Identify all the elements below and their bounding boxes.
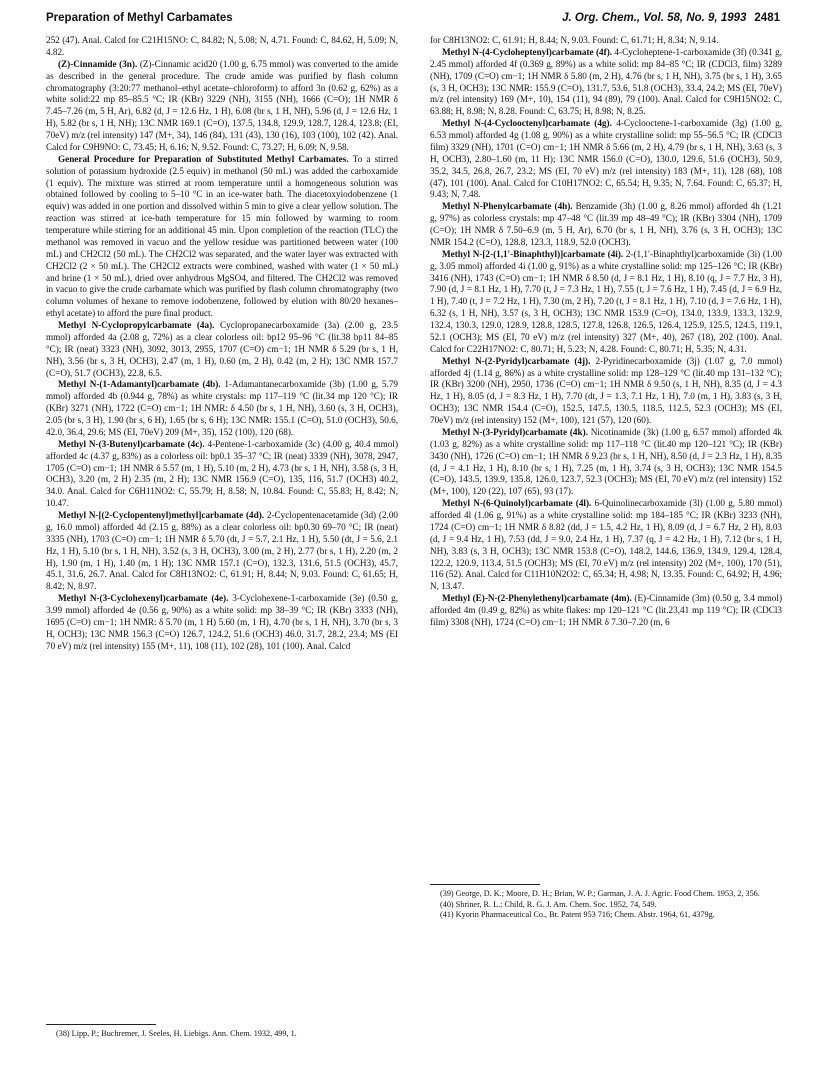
compound-entry bbox=[430, 356, 782, 427]
entry-text: Nicotinamide (3k) (1.00 g, 6.57 mmol) afforded 4k (1.03 g, 82%) as a white crystalline solid: mp 117–118 °C (lit.40 mp 120–121 °C); IR (KBr) 3430 (NH), 1726 (C=O) cm−1; 1H NMR δ 9.23 (br s, 1 H, NH), 8.50 (d, J = 2.3 Hz, 1 H), 8.35 (d, J = 4.1 Hz, 1 H), 8.10 (br s, 1 H), 7.25 (m, 1 H), 3.74 (s, 3 H, OCH3); 13C NMR 154.5 (C=O), 143.5, 139.9, 135.8, 126.0, 123.7, 52.3 (OCH3); MS (EI, 70 eV) m/z (rel intensity) 152 (M+, 100), 120 (22), 107 (65), 93 (17). bbox=[430, 426, 782, 497]
compound-title: Methyl N-Phenylcarbamate (4h). bbox=[442, 201, 573, 212]
footnotes-right bbox=[430, 889, 782, 921]
compound-entry bbox=[46, 320, 398, 379]
compound-entry bbox=[430, 498, 782, 593]
entry-text: 3-Cyclohexene-1-carboxamide (3e) (0.50 g, 3.99 mmol) afforded 4e (0.56 g, 90%) as a white solid: mp 38–39 °C; IR (KBr) 3333 (NH), 1695 (C=O) cm−1; 1H NMR: δ 5.70 (m, 1 H) 5.60 (m, 1 H), 4.70 (br s, 1 H, NH), 3.70 (br s, 3 H, OCH3); 13C NMR 156.3 (C=O) 126.7, 124.2, 51.6 (OCH3) 46.0, 31.7, 28.2, 23.4; MS (EI 70 eV) m/z (rel intensity) 155 (M+, 11), 108 (11), 102 (28), 101 (100). Anal. Calcd bbox=[46, 593, 398, 651]
entry-text: 6-Quinolinecarboxamide (3l) (1.00 g, 5.80 mmol) afforded 4l (1.06 g, 91%) as a white crystalline solid: mp 184–185 °C; IR (KBr) 3233 (NH), 1724 (C=O) cm−1; 1H NMR δ 8.82 (dd, J = 1.5, 4.2 Hz, 1 H), 8.09 (d, J = 6.7 Hz, 2 H), 8.03 (d, J = 9.4 Hz, 1 H), 7.53 (dd, J = 9.0, 2.4 Hz, 1 H), 7.37 (q, J = 4.2 Hz, 1 H), 7.12 (br s, 1 H, NH), 3.83 (s, 3 H, OCH3); 13C NMR 153.8 (C=O), 148.2, 144.6, 136.9, 134.9, 129.4, 128.4, 122.2, 120.9, 113.4, 51.5 (OCH3); MS (EI, 70 eV) m/z (rel intensity) 202 (M+, 100), 170 (51), 116 (52). Anal. Calcd for C11H10N2O2: C, 65.34; H, 4.98; N, 13.35. Found: C, 64.92; H, 4.96; N, 13.47. bbox=[430, 498, 782, 592]
footnote: (39) George, D. K.; Moore, D. H.; Brian, W. P.; Garman, J. A. J. Agric. Food Chem. 1953, 2, 356. bbox=[440, 889, 760, 898]
compound-title: (Z)-Cinnamide (3n). bbox=[58, 58, 138, 69]
footnote: (41) Kyorin Pharmaceutical Co., Br. Patent 953 716; Chem. Abstr. 1964, 61, 4379g. bbox=[440, 910, 715, 920]
continued-paragraph bbox=[430, 35, 782, 47]
compound-entry bbox=[46, 439, 398, 510]
compound-entry bbox=[46, 510, 398, 593]
entry-text: 4-Cycloheptene-1-carboxamide (3f) (0.341 g, 2.45 mmol) afforded 4f (0.369 g, 89%) as a white solid: mp 84–85 °C; IR (CDCl3, film) 3289 (NH), 1709 (C=O) cm−1; 1H NMR δ 5.80 (m, 2 H), 4.76 (br s, 1 H, NH), 3.75 (br s, 1 H), 3.65 (s, 3 H, OCH3); 13C NMR: 155.9 (C=O), 131.7, 53.6, 51.8 (OCH3), 33.4, 24.2; MS (EI, 70eV) m/z (rel intensity) 169 (M+, 10), 154 (11), 94 (89), 79 (100). Anal. Calcd for C9H15NO2: C, 63.88; H, 8.98; N, 8.28. Found: C, 63.75; H, 8.98; N, 8.25. bbox=[430, 46, 783, 117]
compound-title: Methyl N-(3-Butenyl)carbamate (4c). bbox=[58, 438, 205, 449]
compound-title: General Procedure for Preparation of Substituted Methyl Carbamates. bbox=[58, 153, 349, 164]
entry-text: 4-Cyclooctene-1-carboxamide (3g) (1.00 g, 6.53 mmol) afforded 4g (1.08 g, 90%) as a white crystalline solid: mp 55–56.5 °C; IR (CDCl3 film) 3329 (NH), 1701 (C=O) cm−1; 1H NMR δ 5.66 (m, 2 H), 4.79 (br s, 1 H, NH), 3.63 (s, 3 H, OCH3), 2.80–1.60 (m, 11 H); 13C NMR 156.0 (C=O), 130.0, 129.6, 51.6 (OCH3), 50.9, 35.2, 34.5, 26.8, 26.7, 23.2; MS (EI, 70 eV) m/z (rel intensity) 183 (M+, 11), 128 (68), 108 (47), 101 (100). Anal. Calcd for C10H17NO2: C, 65.54; H, 9.35; N, 7.64. Found: C, 65.37; H, 9.43; N, 7.48. bbox=[430, 118, 782, 200]
compound-title: Methyl N-(2-Pyridyl)carbamate (4j). bbox=[442, 355, 591, 366]
footnotes-left bbox=[46, 1029, 398, 1040]
journal-citation bbox=[562, 12, 780, 24]
compound-entry bbox=[46, 379, 398, 438]
paragraph-text: for C8H13NO2: C, 61.91; H, 8.44; N, 9.03. Found: C, 61.71; H, 8.34; N, 9.14. bbox=[430, 35, 719, 45]
entry-text: 4-Pentene-1-carboxamide (3c) (4.00 g, 40.4 mmol) afforded 4c (4.37 g, 83%) as a colorless oil: bp0.1 35–37 °C; IR (neat) 3339 (NH), 3078, 2947, 1705 (C=O) cm−1; 1H NMR δ 5.57 (m, 1 H), 5.10 (m, 2 H), 4.73 (br s, 1 H, NH), 3.58 (s, 3 H, OCH3), 3.20 (m, 2 H) 2.35 (m, 2 H); 13C NMR 156.9 (C=O), 135, 116, 51.7 (OCH3) 40.2, 34.0. Anal. Calcd for C6H11NO2: C, 55.79; H, 8.58; N, 10.84. Found: C, 55.83; H, 8.42; N, 10.47. bbox=[46, 438, 398, 509]
left-column bbox=[46, 35, 398, 1020]
compound-title: Methyl N-(3-Cyclohexenyl)carbamate (4e). bbox=[58, 593, 229, 604]
compound-title: Methyl N-[(2-Cyclopentenyl)methyl]carbamate (4d). bbox=[58, 510, 265, 520]
compound-title: Methyl N-(3-Pyridyl)carbamate (4k). bbox=[442, 426, 588, 437]
paragraph-text: 252 (47). Anal. Calcd for C21H15NO: C, 84.82; N, 5.08; N, 4.71. Found: C, 84.62, H, 5.09; N, 4.82. bbox=[46, 35, 398, 57]
continued-paragraph bbox=[46, 35, 398, 59]
compound-entry bbox=[430, 593, 782, 629]
compound-title: Methyl N-Cyclopropylcarbamate (4a). bbox=[58, 320, 215, 330]
entry-text: Cyclopropanecarboxamide (3a) (2.00 g, 23.5 mmol) afforded 4a (2.08 g, 72%) as a clear colorless oil: bp12 95–96 °C (lit.38 bp11 84–85 °C); IR (neat) 3323 (NH), 3092, 3013, 2955, 1707 (C=O) cm−1; 1H NMR δ 5.29 (br s, 1 H, NH), 3.56 (br s, 3 H, OCH3), 2.47 (m, 1 H), 0.60 (m, 2 H), 0.42 (m, 2 H); 13C NMR 157.7 (C=O), 51.7 (OCH3), 22.8, 6.5. bbox=[46, 320, 398, 378]
compound-title: Methyl N-(4-Cycloheptenyl)carbamate (4f). bbox=[442, 46, 613, 57]
entry-text: 1-Adamantanecarboxamide (3b) (1.00 g, 5.79 mmol) afforded 4b (0.944 g, 78%) as white crystals: mp 117–119 °C (lit.34 mp 120 °C); IR (KBr) 3271 (NH), 1722 (C=O) cm−1; 1H NMR: δ 4.50 (br s, 1 H, NH), 3.60 (s, 3 H, OCH3), 2.05 (br s, 3 H), 1.90 (br s, 6 H), 1.65 (br s, 6 H); 13C NMR: 155.1 (C=O), 51.0 (OCH3), 50.6, 42.0, 36.4, 29.6; MS (EI, 70eV) 209 (M+, 35), 152 (100), 120 (68). bbox=[46, 379, 398, 437]
footnote: (40) Shriner, R. L.; Child, R. G. J. Am. Chem. Soc. 1952, 74, 549. bbox=[440, 899, 657, 909]
compound-entry bbox=[430, 47, 782, 118]
running-title: Preparation of Methyl Carbamates bbox=[46, 12, 233, 24]
compound-title: Methyl N-[2-(1,1′-Binaphthyl)]carbamate (4i). bbox=[442, 248, 624, 259]
footnote-rule-right bbox=[430, 884, 540, 885]
running-header bbox=[46, 10, 780, 28]
page-number: 2481 bbox=[754, 12, 780, 24]
journal-name: J. Org. Chem., Vol. 58, No. 9, 1993 bbox=[562, 12, 747, 24]
right-column bbox=[430, 35, 782, 875]
footnote: (38) Lipp, P.; Buchremer, J. Seeles, H. Liebigs. Ann. Chem. 1932, 499, 1. bbox=[56, 1029, 297, 1038]
compound-entry bbox=[46, 59, 398, 154]
compound-title: Methyl N-(4-Cyclooctenyl)carbamate (4g). bbox=[442, 118, 612, 129]
compound-title: Methyl N-(6-Quinolyl)carbamate (4l). bbox=[442, 498, 592, 509]
compound-entry bbox=[430, 249, 782, 356]
entry-text: (Z)-Cinnamic acid20 (1.00 g, 6.75 mmol) was converted to the amide as described in the general procedure. The crude amide was purified by flash column chromatography (3:20:77 methanol–ethyl acetate–chloroform) to afford 3n (0.62 g, 62%) as a white solid:22 mp 85–85.5 °C; IR (KBr) 3229 (NH), 3155 (NH), 1666 (C=O); 1H NMR δ 7.45–7.26 (m, 5 H, Ar), 6.82 (d, J = 12.6 Hz, 1 H), 6.08 (br s, 1 H, NH), 5.96 (d, J = 12.6 Hz, 1 H), 5.82 (br s, 1 H, NH); 13C NMR 169.1 (C=O), 137.5, 134.8, 129.9, 128.7, 128.4, 123.8; (EI, 70eV) m/z (rel intensity) 147 (M+, 34), 146 (84), 131 (43), 130 (16), 103 (100), 102 (42). Anal. Calcd for C9H9NO: C, 73.45; H, 6.16; N, 9.52. Found: C, 73.27; H, 6.09; N, 9.58. bbox=[46, 58, 399, 152]
compound-entry bbox=[46, 154, 398, 320]
compound-entry bbox=[46, 593, 398, 652]
entry-text: Benzamide (3h) (1.00 g, 8.26 mmol) afforded 4h (1.21 g, 97%) as colorless crystals: mp 47–48 °C (lit.39 mp 48–49 °C); IR (KBr) 3304 (NH), 1709 (C=O); 1H NMR δ 7.50–6.9 (m, 5 H, Ar), 6.70 (br s, 1 H, NH), 3.76 (s, 3 H, OCH3); 13C NMR 154.2 (C=O), 128.8, 123.3, 118.9, 52.0 (OCH3). bbox=[430, 201, 782, 247]
entry-text: 2-Pyridinecarboxamide (3j) (1.07 g, 7.0 mmol) afforded 4j (1.14 g, 86%) as a white crystalline solid: mp 128–129 °C (lit.40 mp 131–132 °C); IR (KBr) 3200 (NH), 2950, 1736 (C=O) cm−1; 1H NMR δ 9.50 (s, 1 H, NH), 8.35 (d, J = 4.3 Hz, 1 H), 8.05 (d, J = 8.3 Hz, 1 H), 7.70 (dt, J = 1.3, 7.1 Hz, 1 H), 7.0 (m, 1 H), 3.83 (s, 3 H, OCH3); 13C NMR 154.4 (C=O), 152.5, 147.5, 130.5, 118.5, 112.5, 52.3 (OCH3); MS (EI, 70eV) m/z (rel intensity) 152 (M+, 100), 121 (57), 120 (60). bbox=[430, 355, 782, 425]
compound-entry bbox=[430, 118, 782, 201]
compound-entry bbox=[430, 427, 782, 498]
entry-text: To a stirred solution of potassium hydroxide (2.5 equiv) in methanol (50 mL) was added the carboxamide (1 equiv). The mixture was stirred at room temperature until a homogeneous solution was obtained followed by cooling to 5–10 °C in an ice-water bath. The diacetoxyiodobenzene (1 equiv) was added in one portion and dissolved within 5 min to give a clear yellow solution. The reaction was stirred at ice-bath temperature for 15 min followed by warming to room temperature while stirring for an additional 45 min. Upon completion of the reaction (TLC) the methanol was removed in vacuo and the yellow residue was partitioned between water (100 mL) and CH2Cl2 (50 mL). The CH2Cl2 was separated, and the water layer was extracted with CH2Cl2 (2 × 50 mL). The CH2Cl2 extracts were combined, washed with water (1 × 50 mL) and brine (1 × 50 mL), dried over anhydrous MgSO4, and filtered. The CH2Cl2 was removed in vacuo to give the crude carbamate which was purified by flash column chromatography (two column volumes of hexane to remove iodobenzene, followed by elution with 80/20 hexanes–ethyl acetate) to afford the pure final product. bbox=[46, 153, 399, 319]
entry-text: 2-(1,1′-Binaphthyl)carboxamide (3i) (1.00 g, 3.05 mmol) afforded 4i (1.00 g, 91%) as a white crystalline solid: mp 125–126 °C; IR (KBr) 3416 (NH), 1743 (C=O) cm−1; 1H NMR δ 8.50 (d, J = 8.1 Hz, 1 H), 8.10 (q, J = 7.7 Hz, 3 H), 7.90 (d, J = 8.1 Hz, 1 H), 7.70 (t, J = 7.3 Hz, 1 H), 7.55 (t, J = 7.6 Hz, 1 H), 7.45 (d, J = 6.9 Hz, 1 H), 7.40 (t, J = 7.2 Hz, 1 H), 7.30 (m, 2 H), 7.20 (t, J = 8.1 Hz, 1 H), 7.10 (d, J = 7.6 Hz, 1 H), 6.32 (s, 1 H, NH), 3.57 (s, 3 H, OCH3); 13C NMR 153.9 (C=O), 134.0, 133.9, 133.3, 132.9, 132.4, 130.3, 129.0, 128.9, 128.8, 128.5, 127.8, 126.8, 126.5, 126.4, 125.9, 125.5, 124.5, 119.1, 52.1 (OCH3); MS (EI, 70 eV) m/z (rel intensity) 327 (M+, 40), 267 (18), 202 (100). Anal. Calcd for C22H17NO2: C, 80.71; H, 5.23; N, 4.28. Found: C, 80.71; H, 5.35; N, 4.31. bbox=[430, 248, 782, 354]
entry-text: (E)-Cinnamide (3m) (0.50 g, 3.4 mmol) afforded 4m (0.49 g, 82%) as white flakes: mp 120–121 °C (lit.23,41 mp 119 °C); IR (CDCl3 film) 3308 (NH), 1724 (C=O) cm−1; 1H NMR δ 7.30–7.20 (m, 6 bbox=[430, 593, 782, 627]
entry-text: 2-Cyclopentenacetamide (3d) (2.00 g, 16.0 mmol) afforded 4d (2.15 g, 88%) as a clear colorless oil: bp0.30 69–70 °C; IR (neat) 3335 (NH), 1703 (C=O) cm−1; 1H NMR δ 5.70 (dt, J = 5.7, 2.1 Hz, 1 H), 5.50 (dt, J = 5.6, 2.1 Hz, 1 H), 5.10 (br s, 1 H, NH), 3.52 (s, 3 H, OCH3), 3.00 (m, 2 H), 2.77 (br s, 1 H), 2.20 (m, 2 H), 1.90 (m, 1 H), 1.40 (m, 1 H); 13C NMR 157.1 (C=O), 132.3, 131.6, 51.5 (OCH3), 45.7, 45.1, 31.6, 26.7. Anal. Calcd for C8H13NO2: C, 61.91; H, 8.44; N, 9.03. Found: C, 61.65; H, 8.42; N, 8.97. bbox=[46, 510, 399, 592]
footnote-rule-left bbox=[46, 1024, 156, 1025]
compound-entry bbox=[430, 201, 782, 249]
compound-title: Methyl (E)-N-(2-Phenylethenyl)carbamate (4m). bbox=[442, 593, 632, 604]
compound-title: Methyl N-(1-Adamantyl)carbamate (4b). bbox=[58, 379, 221, 390]
